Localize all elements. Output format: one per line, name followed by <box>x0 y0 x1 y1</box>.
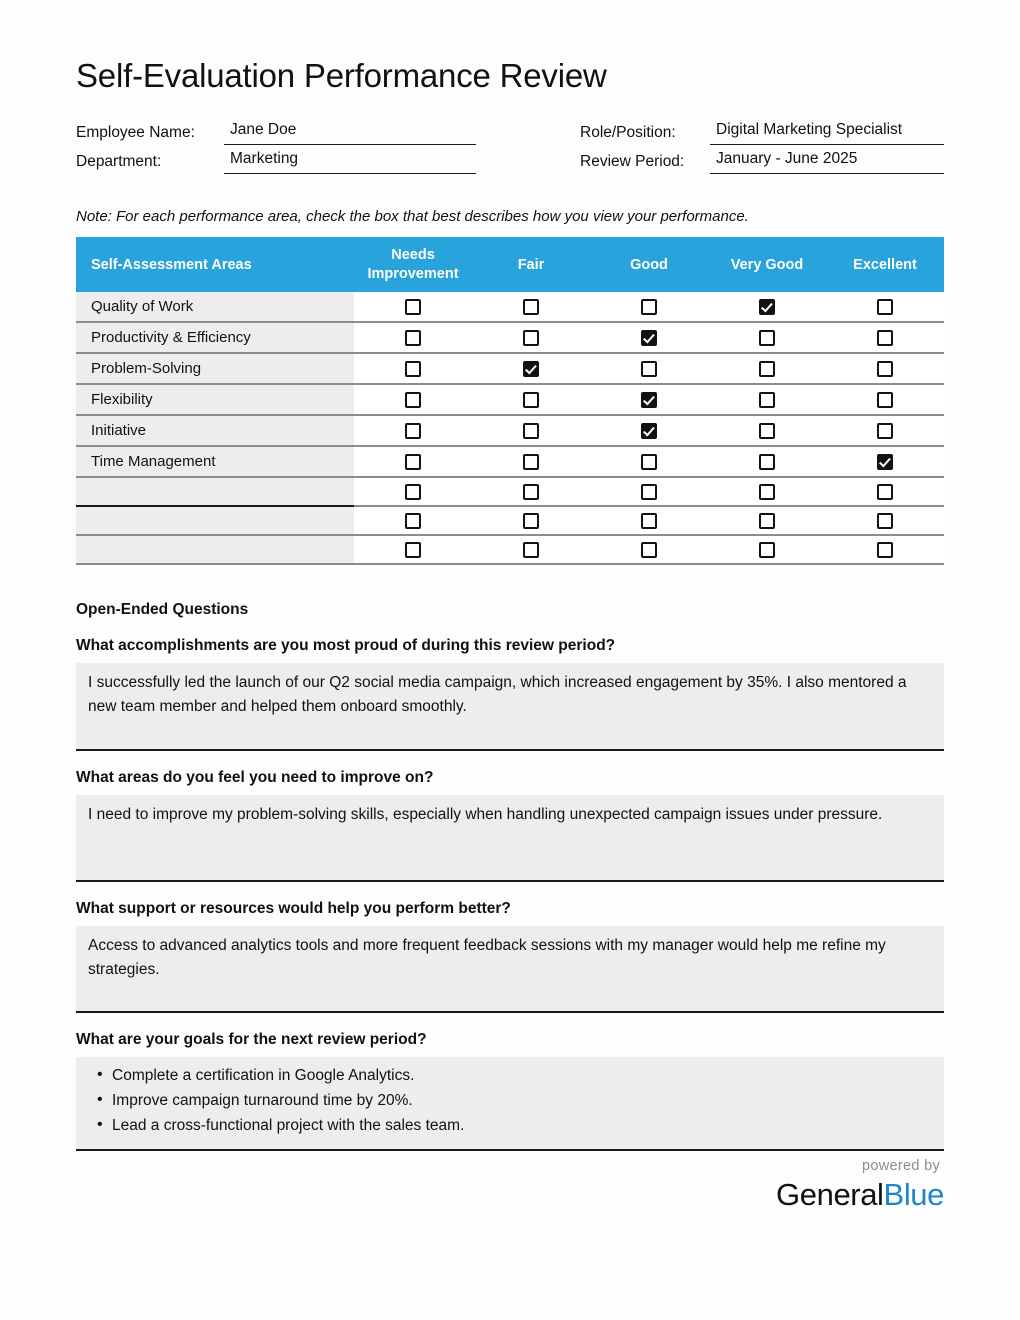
checkbox-needs-improvement[interactable] <box>405 454 421 470</box>
rating-cell-fair[interactable] <box>472 384 590 415</box>
document-content <box>76 0 944 1151</box>
checkbox-good[interactable] <box>641 299 657 315</box>
department-label: Department: <box>76 152 162 170</box>
employee-name-value[interactable]: Jane Doe <box>224 120 476 145</box>
checkbox-excellent[interactable] <box>877 361 893 377</box>
rating-cell-needs-improvement[interactable] <box>354 353 472 384</box>
footer-branding <box>684 1158 944 1214</box>
table-row <box>76 353 944 384</box>
rating-cell-very-good[interactable] <box>708 292 826 322</box>
checkbox-very-good[interactable] <box>759 330 775 346</box>
question-block-1 <box>76 636 944 751</box>
checkbox-excellent[interactable] <box>877 392 893 408</box>
review-period-label: Review Period: <box>580 152 685 170</box>
rating-cell-excellent[interactable] <box>826 415 944 446</box>
field-employee-name <box>76 116 510 145</box>
checkbox-needs-improvement[interactable] <box>405 484 421 500</box>
table-row <box>76 506 944 535</box>
rating-cell-good[interactable] <box>590 446 708 477</box>
rating-cell-excellent[interactable] <box>826 477 944 506</box>
rating-cell-needs-improvement[interactable] <box>354 446 472 477</box>
checkbox-fair[interactable] <box>523 330 539 346</box>
checkbox-good[interactable] <box>641 542 657 558</box>
rating-cell-fair[interactable] <box>472 477 590 506</box>
checkbox-very-good[interactable] <box>759 484 775 500</box>
answer-field-2[interactable]: I need to improve my problem-solving skills, especially when handling unexpected campaign issues under pressure. <box>76 795 944 882</box>
checkbox-good[interactable] <box>641 484 657 500</box>
rating-cell-very-good[interactable] <box>708 506 826 535</box>
checkbox-very-good[interactable] <box>759 542 775 558</box>
checkbox-needs-improvement[interactable] <box>405 330 421 346</box>
table-row <box>76 535 944 564</box>
checkbox-fair[interactable] <box>523 484 539 500</box>
column-header-fair: Fair <box>472 237 590 291</box>
area-label-flexibility: Flexibility <box>76 384 354 415</box>
checkbox-needs-improvement[interactable] <box>405 392 421 408</box>
question-label-1: What accomplishments are you most proud of during this review period? <box>76 636 616 654</box>
self-assessment-table <box>76 237 944 564</box>
column-header-good: Good <box>590 237 708 291</box>
rating-cell-needs-improvement[interactable] <box>354 292 472 322</box>
rating-cell-excellent[interactable] <box>826 384 944 415</box>
area-label-time-management: Time Management <box>76 446 354 477</box>
rating-cell-good[interactable] <box>590 353 708 384</box>
rating-cell-very-good[interactable] <box>708 322 826 353</box>
checkbox-checked-good[interactable] <box>641 423 657 439</box>
answer-field-1[interactable]: I successfully led the launch of our Q2 social media campaign, which increased engagement by 35%. I also mentored a new team member and helped them onboard smoothly. <box>76 663 944 751</box>
checkbox-checked-very-good[interactable] <box>759 299 775 315</box>
question-label-2: What areas do you feel you need to improve on? <box>76 768 434 786</box>
table-row <box>76 322 944 353</box>
rating-cell-good[interactable] <box>590 322 708 353</box>
checkbox-excellent[interactable] <box>877 299 893 315</box>
employee-name-label: Employee Name: <box>76 123 195 141</box>
table-header <box>76 237 944 291</box>
generalblue-logo <box>684 1177 944 1214</box>
rating-cell-fair[interactable] <box>472 322 590 353</box>
area-label-productivity-efficiency: Productivity & Efficiency <box>76 322 354 353</box>
rating-cell-good[interactable] <box>590 415 708 446</box>
question-block-2 <box>76 768 944 882</box>
checkbox-checked-good[interactable] <box>641 330 657 346</box>
checkbox-checked-fair[interactable] <box>523 361 539 377</box>
checkbox-excellent[interactable] <box>877 513 893 529</box>
rating-cell-excellent[interactable] <box>826 353 944 384</box>
rating-cell-good[interactable] <box>590 535 708 564</box>
role-position-value[interactable]: Digital Marketing Specialist <box>710 120 944 145</box>
checkbox-needs-improvement[interactable] <box>405 542 421 558</box>
table-row <box>76 446 944 477</box>
goals-list <box>88 1063 932 1138</box>
checkbox-fair[interactable] <box>523 423 539 439</box>
open-ended-section-title: Open-Ended Questions <box>76 600 249 618</box>
rating-cell-very-good[interactable] <box>708 415 826 446</box>
question-label-goals: What are your goals for the next review period? <box>76 1031 427 1049</box>
checkbox-excellent[interactable] <box>877 484 893 500</box>
answer-field-goals[interactable] <box>76 1057 944 1150</box>
checkbox-checked-good[interactable] <box>641 392 657 408</box>
checkbox-fair[interactable] <box>523 513 539 529</box>
checkbox-very-good[interactable] <box>759 361 775 377</box>
goal-list-item: • Improve campaign turnaround time by 20%. <box>88 1088 932 1113</box>
instruction-note: Note: For each performance area, check the box that best describes how you view your performance. <box>76 207 749 225</box>
rating-cell-excellent[interactable] <box>826 535 944 564</box>
area-label-empty[interactable] <box>76 506 354 535</box>
rating-cell-very-good[interactable] <box>708 535 826 564</box>
checkbox-fair[interactable] <box>523 299 539 315</box>
rating-cell-excellent[interactable] <box>826 506 944 535</box>
area-label-empty[interactable] <box>76 535 354 564</box>
column-header-very-good: Very Good <box>708 237 826 291</box>
question-block-3 <box>76 899 944 1013</box>
role-position-label: Role/Position: <box>580 123 676 141</box>
rating-cell-fair[interactable] <box>472 535 590 564</box>
area-label-initiative: Initiative <box>76 415 354 446</box>
rating-cell-fair[interactable] <box>472 292 590 322</box>
table-row <box>76 384 944 415</box>
question-label-3: What support or resources would help you perform better? <box>76 899 511 917</box>
rating-cell-excellent[interactable] <box>826 292 944 322</box>
checkbox-good[interactable] <box>641 513 657 529</box>
column-header-needs-improvement: Needs Improvement <box>354 237 472 291</box>
checkbox-needs-improvement[interactable] <box>405 423 421 439</box>
rating-cell-very-good[interactable] <box>708 353 826 384</box>
rating-cell-fair[interactable] <box>472 446 590 477</box>
department-value[interactable]: Marketing <box>224 149 476 174</box>
field-role-position <box>580 116 944 145</box>
rating-cell-excellent[interactable] <box>826 322 944 353</box>
checkbox-needs-improvement[interactable] <box>405 513 421 529</box>
area-label-quality-of-work: Quality of Work <box>76 292 354 322</box>
rating-cell-fair[interactable] <box>472 415 590 446</box>
checkbox-good[interactable] <box>641 454 657 470</box>
checkbox-very-good[interactable] <box>759 513 775 529</box>
table-row <box>76 477 944 506</box>
rating-cell-needs-improvement[interactable] <box>354 506 472 535</box>
rating-cell-fair[interactable] <box>472 506 590 535</box>
rating-cell-needs-improvement[interactable] <box>354 477 472 506</box>
checkbox-needs-improvement[interactable] <box>405 299 421 315</box>
employee-info-right-column <box>510 116 944 174</box>
review-period-value[interactable]: January - June 2025 <box>710 149 944 174</box>
rating-cell-good[interactable] <box>590 477 708 506</box>
brand-name-second: Blue <box>883 1177 944 1213</box>
column-header-excellent: Excellent <box>826 237 944 291</box>
table-body <box>76 292 944 564</box>
rating-cell-very-good[interactable] <box>708 446 826 477</box>
page-title: Self-Evaluation Performance Review <box>76 57 607 94</box>
checkbox-excellent[interactable] <box>877 542 893 558</box>
powered-by-label: powered by <box>862 1158 940 1174</box>
rating-cell-needs-improvement[interactable] <box>354 415 472 446</box>
rating-cell-needs-improvement[interactable] <box>354 384 472 415</box>
field-department <box>76 145 510 174</box>
checkbox-excellent[interactable] <box>877 330 893 346</box>
rating-cell-needs-improvement[interactable] <box>354 535 472 564</box>
checkbox-very-good[interactable] <box>759 392 775 408</box>
checkbox-fair[interactable] <box>523 454 539 470</box>
checkbox-checked-excellent[interactable] <box>877 454 893 470</box>
rating-cell-fair[interactable] <box>472 353 590 384</box>
checkbox-good[interactable] <box>641 361 657 377</box>
rating-cell-needs-improvement[interactable] <box>354 322 472 353</box>
field-review-period <box>580 145 944 174</box>
goal-list-item: • Lead a cross-functional project with the sales team. <box>88 1113 932 1138</box>
employee-info-left-column <box>76 116 510 174</box>
table-header-row <box>76 237 944 291</box>
checkbox-needs-improvement[interactable] <box>405 361 421 377</box>
area-label-empty[interactable] <box>76 477 354 506</box>
checkbox-very-good[interactable] <box>759 454 775 470</box>
rating-cell-good[interactable] <box>590 384 708 415</box>
rating-cell-good[interactable] <box>590 292 708 322</box>
checkbox-excellent[interactable] <box>877 423 893 439</box>
rating-cell-excellent[interactable] <box>826 446 944 477</box>
checkbox-fair[interactable] <box>523 542 539 558</box>
area-label-problem-solving: Problem-Solving <box>76 353 354 384</box>
rating-cell-very-good[interactable] <box>708 477 826 506</box>
goal-list-item: • Complete a certification in Google Analytics. <box>88 1063 932 1088</box>
employee-info-section <box>76 116 944 174</box>
question-block-goals <box>76 1030 944 1150</box>
brand-name-first: General <box>776 1177 884 1213</box>
table-row <box>76 292 944 322</box>
table-row <box>76 415 944 446</box>
answer-field-3[interactable]: Access to advanced analytics tools and more frequent feedback sessions with my manager would help me refine my strategies. <box>76 926 944 1013</box>
checkbox-very-good[interactable] <box>759 423 775 439</box>
rating-cell-very-good[interactable] <box>708 384 826 415</box>
rating-cell-good[interactable] <box>590 506 708 535</box>
column-header-areas: Self-Assessment Areas <box>76 237 354 291</box>
checkbox-fair[interactable] <box>523 392 539 408</box>
